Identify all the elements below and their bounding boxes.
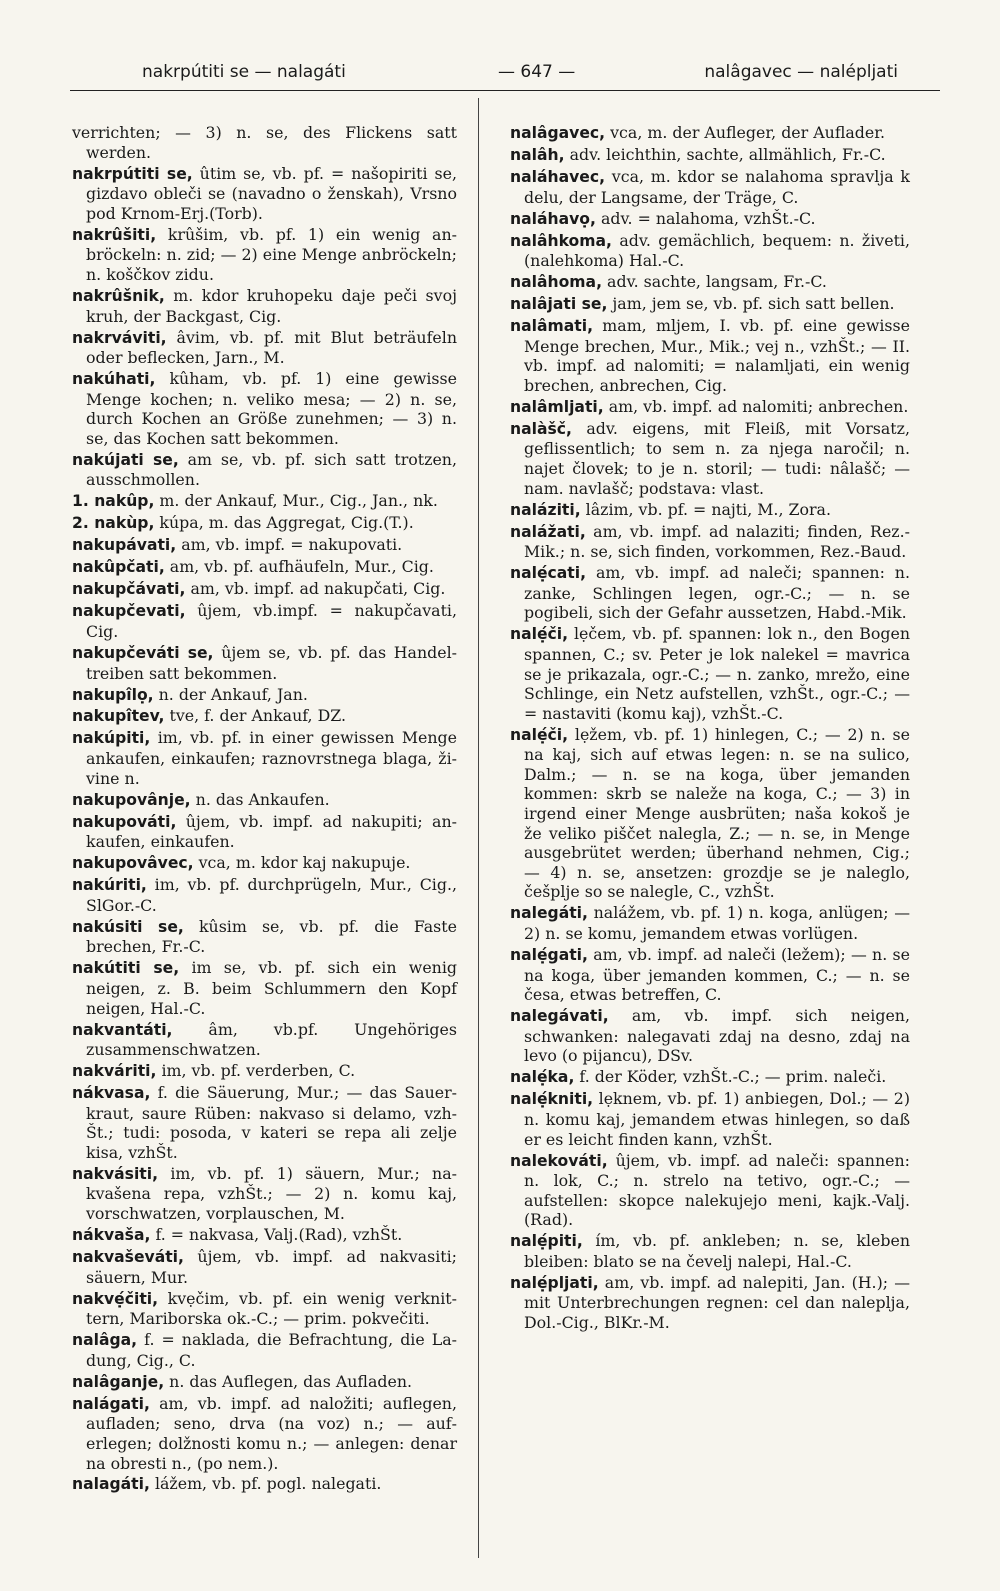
entry-headword: nalẹ́pljati,	[510, 1273, 599, 1292]
dictionary-entry	[72, 728, 457, 788]
entry-definition: im, vb. pf. in einer gewissen Menge ankaufen, einkaufen; raznovrstnega blaga, živine n.	[86, 728, 457, 788]
entry-headword: nalâmati,	[510, 317, 593, 336]
entry-headword: nalẹ́či,	[510, 725, 569, 744]
entry-headword: 1. nakûp,	[72, 492, 155, 511]
entry-definition: jam, jem se, vb. pf. sich satt bellen.	[612, 294, 895, 314]
entry-definition: verrichten; — 3) n. se, des Flickens satt werden.	[72, 123, 457, 162]
entry-definition: am, vb. impf. ad naleči (ležem); — n. se na koga, über jemanden kommen, C.; — n. se česa, etwas betreffen, C.	[524, 945, 910, 1005]
entry-headword: nakupîtev,	[72, 707, 165, 726]
dictionary-entry	[72, 685, 457, 706]
entry-definition: im, vb. pf. durchprügeln, Mur., Cig., SlGor.-C.	[86, 875, 457, 915]
entry-definition: am, vb. impf. ad nalepiti, Jan. (H.); — mit Unterbrechungen regnen: cel dan naleplja, Dol.-Cig., BlKr.-M.	[524, 1272, 910, 1333]
entry-definition: f. = naklada, die Befrachtung, die Ladung, Cig., C.	[86, 1330, 457, 1370]
entry-definition: f. der Köder, vzhŠt.-C.; — prim. naleči.	[579, 1067, 887, 1087]
dictionary-entry	[72, 491, 457, 512]
dictionary-entry	[510, 1151, 910, 1230]
entry-headword: nalâhoma,	[510, 273, 603, 292]
entry-headword: nakupčeváti se,	[72, 643, 214, 662]
dictionary-entry	[72, 164, 457, 224]
entry-headword: nalegáti,	[510, 904, 588, 923]
entry-headword: nalẹ́ka,	[510, 1068, 575, 1087]
entry-headword: nalâga,	[72, 1331, 138, 1350]
entry-headword: nalẹ́cati,	[510, 564, 587, 583]
dictionary-entry	[72, 1247, 457, 1287]
entry-headword: nakrváviti,	[72, 328, 167, 347]
dictionary-entry	[510, 624, 910, 723]
dictionary-entry	[510, 1273, 910, 1333]
entry-headword: nakvẹ́čiti,	[72, 1289, 159, 1308]
entry-headword: nakrpútiti se,	[72, 164, 193, 183]
entry-headword: nakrûšiti,	[72, 225, 157, 244]
entry-headword: nákvaša,	[72, 1226, 151, 1245]
entry-headword: nalegávati,	[510, 1007, 609, 1026]
entry-headword: nalâh,	[510, 145, 565, 164]
dictionary-entry	[72, 286, 457, 326]
dictionary-entry	[72, 790, 457, 811]
entry-definition: lẹčem, vb. pf. spannen: lok n., den Bogen spannen, C.; sv. Peter je lok nalekel = mavrica se je prikazala, ogr.-C.; — n. zanko, mrežo, eine Schlinge, ein Netz aufstellen, vzhŠt., ogr.-C.; — = nastaviti (komu kaj), vzhŠt.-C.	[524, 624, 910, 723]
entry-headword: nakúriti,	[72, 876, 147, 895]
entry-definition: vca, m. kdor se nalahoma spravlja k delu, der Langsame, der Träge, C.	[524, 166, 910, 207]
dictionary-entry	[510, 522, 910, 562]
entry-definition: kûsim se, vb. pf. die Faste brechen, Fr.-C.	[86, 916, 457, 957]
entry-definition: n. das Auflegen, das Aufladen.	[169, 1371, 413, 1391]
dictionary-entry	[72, 1474, 457, 1495]
header-right-guide-words: nalâgavec — nalépljati	[704, 62, 898, 82]
entry-definition: âm, vb.pf. Ungehöriges zusammenschwatzen.	[86, 1019, 457, 1060]
entry-headword: nakupávati,	[72, 536, 177, 555]
dictionary-entry	[72, 369, 457, 448]
entry-definition: m. kdor kruhopeku daje peči svoj kruh, der Backgast, Cig.	[86, 285, 457, 326]
entry-definition: adv. sachte, langsam, Fr.-C.	[607, 272, 827, 292]
entry-headword: nalagáti,	[72, 1475, 150, 1494]
entry-definition: im, vb. pf. verderben, C.	[161, 1061, 356, 1081]
entry-definition: vca, m. kdor kaj nakupuje.	[198, 853, 411, 873]
dictionary-entry	[72, 1061, 457, 1082]
dictionary-entry	[72, 225, 457, 285]
dictionary-entry	[510, 397, 910, 418]
entry-headword: nakupčávati,	[72, 580, 186, 599]
entry-headword: nakútiti se,	[72, 959, 180, 978]
dictionary-entry	[72, 450, 457, 490]
entry-definition: adv. gemächlich, bequem: n. živeti, (nalehkoma) Hal.-C.	[524, 230, 910, 271]
entry-headword: nákvasa,	[72, 1084, 151, 1103]
entry-headword: nakúhati,	[72, 370, 156, 389]
dictionary-entry	[72, 812, 457, 852]
entry-definition: kúpa, m. das Aggregat, Cig.(T.).	[159, 513, 414, 533]
entry-headword: nalàšč,	[510, 419, 572, 438]
entry-definition: am, vb. impf. ad naložiti; auflegen, aufladen; seno, drva (na voz) n.; — auferlegen; dolžnosti komu n.; — anlegen: denar na obresti n., (po nem.).	[86, 1393, 457, 1473]
entry-definition: nalážem, vb. pf. 1) n. koga, anlügen; — 2) n. se komu, jemandem etwas vorlügen.	[524, 903, 910, 944]
entry-definition: am, vb. impf. sich neigen, schwanken: nalegavati zdaj na desno, zdaj na levo (o pijancu), DSv.	[524, 1006, 910, 1066]
dictionary-entry	[72, 1020, 457, 1060]
entry-definition: im, vb. pf. 1) säuern, Mur.; nakvašena repa, vzhŠt.; — 2) n. komu kaj, vorschwatzen, vorplauschen, M.	[86, 1163, 457, 1224]
page-number: — 647 —	[498, 62, 576, 82]
dictionary-entry	[510, 725, 910, 902]
dictionary-entry	[510, 419, 910, 498]
entry-definition: n. der Ankauf, Jan.	[158, 684, 308, 704]
header-left-guide-words: nakrpútiti se — nalagáti	[142, 62, 346, 82]
entry-definition: am se, vb. pf. sich satt trotzen, ausschmollen.	[86, 449, 457, 490]
entry-definition: krûšim, vb. pf. 1) ein wenig anbröckeln: n. zid; — 2) eine Menge anbröckeln; n. koščkov zidu.	[86, 224, 457, 284]
dictionary-entry	[510, 272, 910, 293]
entry-definition: ûjem se, vb. pf. das Handeltreiben satt bekommen.	[86, 642, 457, 683]
entry-headword: nakúsiti se,	[72, 917, 184, 936]
entry-headword: nalekováti,	[510, 1151, 608, 1170]
dictionary-entry	[510, 903, 910, 943]
dictionary-entry	[72, 875, 457, 915]
dictionary-entry	[72, 1225, 457, 1246]
entry-headword: nalâjati se,	[510, 295, 608, 314]
entry-headword: 2. nakùp,	[72, 514, 155, 533]
entry-headword: nakvásiti,	[72, 1164, 159, 1183]
right-column	[510, 123, 910, 1334]
entry-headword: nakupčevati,	[72, 602, 186, 621]
dictionary-entry	[72, 601, 457, 641]
entry-definition: vca, m. der Aufleger, der Auflader.	[610, 123, 886, 142]
dictionary-entry	[510, 209, 910, 230]
dictionary-entry	[72, 513, 457, 534]
entry-headword: nalẹ́kniti,	[510, 1090, 594, 1109]
dictionary-entry	[72, 917, 457, 957]
entry-definition: ûtim se, vb. pf. = našopiriti se, gizdavo obleči se (navadno o ženskah), Vrsno pod Krnom-Erj.(Torb).	[86, 163, 457, 223]
entry-headword: nakupováti,	[72, 812, 177, 831]
entry-definition: n. das Ankaufen.	[195, 789, 330, 809]
entry-headword: nalẹ́piti,	[510, 1232, 583, 1251]
entry-definition: tve, f. der Ankauf, DZ.	[169, 706, 346, 726]
entry-headword: nakújati se,	[72, 450, 179, 469]
entry-headword: nakupovâvec,	[72, 854, 194, 873]
entry-definition: lẹžem, vb. pf. 1) hinlegen, C.; — 2) n. se na kaj, sich auf etwas legen: n. se na sulico, Dalm.; — n. se na koga, über jemanden kommen: skrb se naleže na koga, C.; — 3) in irgend einer Menge ausbrüten; naša kokoš je že veliko piščet nalegla, Z.; — n. se, in Menge ausgebrütet werden; überhand nehmen, Cig.; — 4) n. se, ansetzen: grozdje se je naleglo, češplje so se nalegle, C., vzhŠt.	[524, 724, 910, 902]
dictionary-entry	[72, 1394, 457, 1473]
entry-headword: nakûpčati,	[72, 558, 165, 577]
entry-definition: ím, vb. pf. ankleben; n. se, kleben bleiben: blato se na čevelj nalepi, Hal.-C.	[524, 1231, 910, 1271]
entry-headword: nalẹ́či,	[510, 625, 569, 644]
entry-definition: ûjem, vb. impf. ad nakvasiti; säuern, Mur.	[86, 1247, 457, 1287]
dictionary-entry	[72, 123, 457, 162]
entry-definition: am, vb. impf. ad nakupčati, Cig.	[190, 579, 446, 599]
entry-definition: f. = nakvasa, Valj.(Rad), vzhŠt.	[155, 1225, 403, 1245]
dictionary-entry	[510, 123, 910, 144]
entry-headword: nakúpiti,	[72, 729, 151, 748]
entry-definition: mam, mljem, I. vb. pf. eine gewisse Menge brechen, Mur., Mik.; vej n., vzhŠt.; — II. vb. impf. ad nalomiti; = nalamljati, ein wenig brechen, anbrechen, Cig.	[524, 316, 910, 395]
entry-definition: im se, vb. pf. sich ein wenig neigen, z. B. beim Schlummern den Kopf neigen, Hal.-C.	[86, 958, 457, 1018]
dictionary-entry	[510, 945, 910, 1005]
entry-definition: lážem, vb. pf. pogl. nalegati.	[154, 1474, 382, 1494]
entry-definition: âvim, vb. pf. mit Blut beträufeln oder beflecken, Jarn., M.	[86, 327, 457, 368]
left-column	[72, 123, 457, 1496]
dictionary-entry	[510, 1006, 910, 1066]
entry-headword: nalážati,	[510, 522, 586, 541]
dictionary-entry	[72, 535, 457, 556]
entry-headword: naláhavec,	[510, 167, 606, 186]
entry-headword: nalâmljati,	[510, 397, 604, 416]
dictionary-entry	[510, 1231, 910, 1271]
dictionary-entry	[72, 1372, 457, 1393]
dictionary-entry	[510, 500, 910, 521]
entry-definition: adv. leichthin, sachte, allmählich, Fr.-C.	[569, 144, 886, 164]
dictionary-entry	[510, 231, 910, 271]
entry-definition: ûjem, vb. impf. ad naleči: spannen: n. lok, C.; n. strelo na tetivo, ogr.-C.; — aufstellen: skopce nalekujejo meni, kajk.-Valj.(Rad).	[524, 1150, 910, 1230]
entry-headword: nalâgavec,	[510, 124, 606, 142]
entry-definition: kûham, vb. pf. 1) eine gewisse Menge kochen; n. veliko mesa; — 2) n. se, durch Kochen an Größe zunehmen; — 3) n. se, das Kochen satt bekommen.	[86, 369, 457, 448]
dictionary-entry	[510, 294, 910, 315]
entry-definition: lâzim, vb. pf. = najti, M., Zora.	[585, 499, 831, 519]
dictionary-entry	[72, 579, 457, 600]
dictionary-entry	[72, 958, 457, 1018]
dictionary-entry	[510, 563, 910, 623]
entry-headword: nalẹ́gati,	[510, 946, 588, 964]
entry-headword: naláhavọ,	[510, 209, 596, 228]
entry-headword: nalâganje,	[72, 1372, 165, 1391]
dictionary-entry	[72, 1289, 457, 1329]
running-header	[70, 56, 940, 91]
dictionary-entry	[72, 853, 457, 874]
dictionary-entry	[510, 1089, 910, 1149]
entry-definition: f. die Säuerung, Mur.; — das Sauerkraut, saure Rüben: nakvaso si delamo, vzhŠt.; tudi: posoda, v kateri se repa ali zelje kisa, vzhŠt.	[86, 1083, 457, 1162]
entry-definition: lẹknem, vb. pf. 1) anbiegen, Dol.; — 2) n. komu kaj, jemandem etwas hinlegen, so daß er es leicht finden kann, vzhŠt.	[524, 1089, 910, 1149]
dictionary-entry	[72, 706, 457, 727]
entry-definition: am, vb. impf. ad naleči; spannen: n. zanke, Schlingen legen, ogr.-C.; — n. se pogibeli, sich der Gefahr aussetzen, Habd.-Mik.	[524, 563, 910, 623]
dictionary-entry	[72, 1164, 457, 1224]
entry-headword: nakupovânje,	[72, 790, 191, 809]
entry-headword: nakvantáti,	[72, 1020, 173, 1039]
dictionary-entry	[510, 316, 910, 395]
dictionary-entry	[72, 643, 457, 683]
entry-definition: adv. = nalahoma, vzhŠt.-C.	[600, 208, 816, 228]
entry-definition: am, vb. pf. aufhäufeln, Mur., Cig.	[169, 557, 434, 577]
entry-definition: am, vb. impf. ad nalomiti; anbrechen.	[608, 396, 909, 416]
dictionary-entry	[72, 328, 457, 368]
entry-headword: nakupîlọ,	[72, 685, 154, 704]
entry-definition: ûjem, vb.impf. = nakupčavati, Cig.	[86, 601, 457, 641]
entry-headword: nalâhkoma,	[510, 231, 612, 250]
dictionary-entry	[72, 1330, 457, 1370]
entry-definition: am, vb. impf. ad nalaziti; finden, Rez.-Mik.; n. se, sich finden, vorkommen, Rez.-Baud.	[524, 521, 910, 562]
dictionary-entry	[72, 557, 457, 578]
entry-definition: kvẹčim, vb. pf. ein wenig verknittern, Mariborska ok.-C.; — prim. pokvečiti.	[86, 1288, 457, 1329]
column-divider	[478, 98, 479, 1558]
dictionary-entry	[510, 1067, 910, 1088]
entry-definition: m. der Ankauf, Mur., Cig., Jan., nk.	[159, 491, 438, 511]
entry-headword: nalágati,	[72, 1394, 150, 1413]
entry-definition: adv. eigens, mit Fleiß, mit Vorsatz, geflissentlich; to sem n. za njega naročil; n. najet človek; to je n. storil; — tudi: nâlašč; — nam. navlašč; podstava: vlast.	[524, 418, 910, 498]
entry-headword: nakrûšnik,	[72, 286, 165, 305]
dictionary-entry	[510, 145, 910, 166]
entry-headword: nakváriti,	[72, 1062, 157, 1081]
entry-definition: ûjem, vb. impf. ad nakupiti; ankaufen, einkaufen.	[86, 811, 457, 852]
entry-definition: am, vb. impf. = nakupovati.	[181, 535, 403, 555]
entry-headword: nakvaševáti,	[72, 1248, 184, 1266]
entry-headword: naláziti,	[510, 500, 581, 519]
dictionary-entry	[72, 1083, 457, 1162]
dictionary-entry	[510, 167, 910, 207]
